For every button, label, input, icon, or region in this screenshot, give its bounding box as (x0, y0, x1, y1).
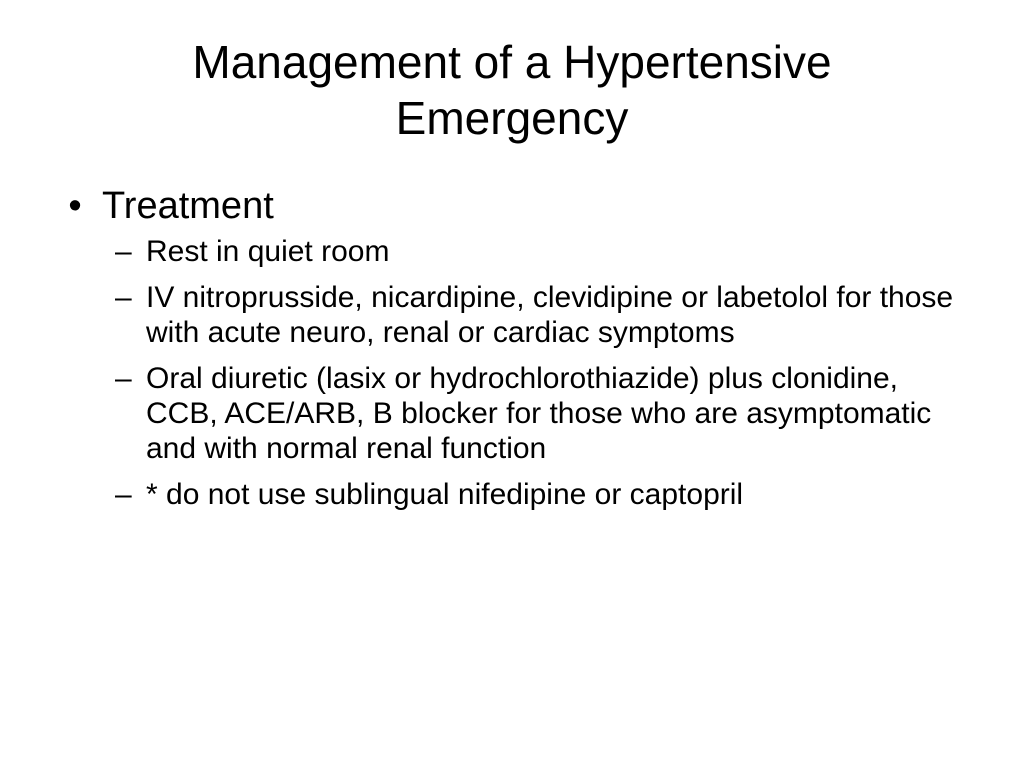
slide-body (60, 184, 970, 523)
dash-icon: – (115, 281, 132, 314)
sub-bullet-item (60, 234, 970, 269)
slide-title-line: Emergency (395, 92, 629, 144)
bullet-treatment (60, 184, 970, 228)
sub-bullet-text: IV nitroprusside, nicardipine, clevidipine or labetolol for those with acute neuro, renal or cardiac symptoms (146, 281, 954, 349)
sub-bullet-item (60, 280, 970, 350)
bullet-label: Treatment (102, 185, 274, 227)
dash-icon: – (115, 478, 132, 511)
slide-title (60, 34, 964, 146)
slide-title-line: Management of a Hypertensive (192, 36, 832, 88)
dash-icon: – (115, 362, 132, 395)
sub-bullet-text: * do not use sublingual nifedipine or captopril (146, 478, 744, 511)
sub-bullet-item (60, 361, 970, 466)
bullet-dot-icon: • (68, 185, 82, 227)
sub-bullet-text: Rest in quiet room (146, 235, 390, 268)
sub-bullet-text: Oral diuretic (lasix or hydrochlorothiazide) plus clonidine, CCB, ACE/ARB, B blocker for those who are asymptomatic and with normal renal function (146, 362, 932, 465)
sub-bullet-list (60, 234, 970, 512)
sub-bullet-item (60, 477, 970, 512)
dash-icon: – (115, 235, 132, 268)
